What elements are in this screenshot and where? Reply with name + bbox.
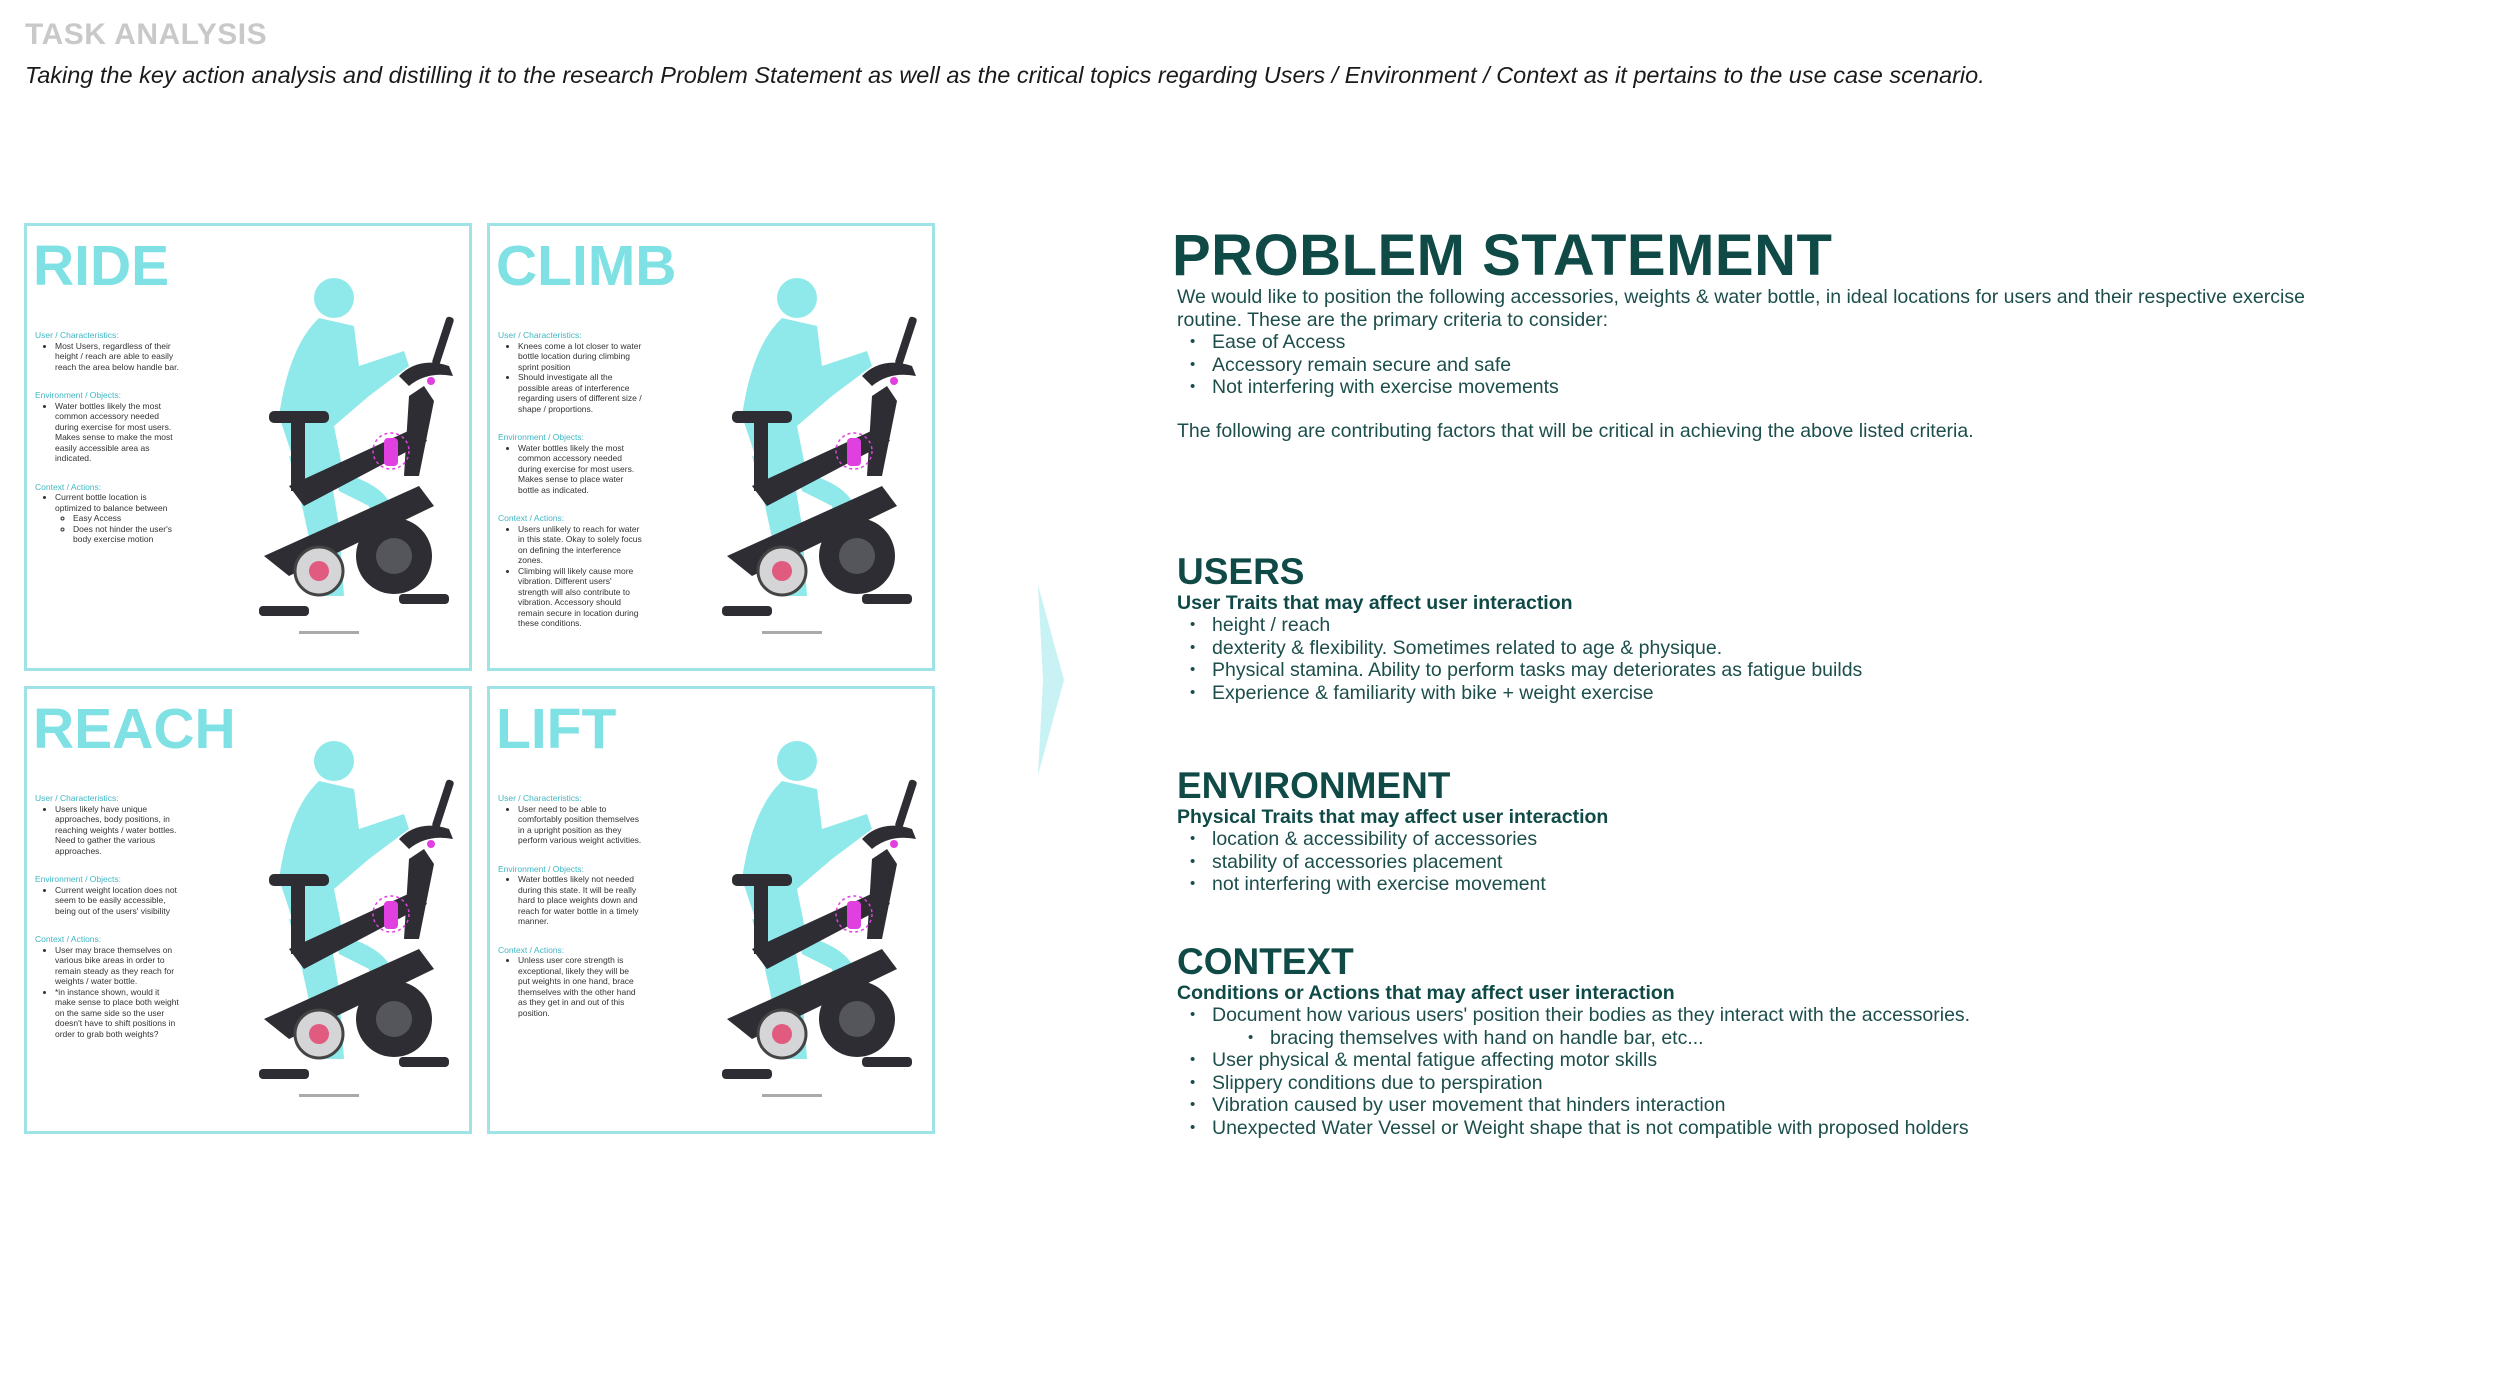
page-subtitle: Taking the key action analysis and distilling it to the research Problem Statement as well as the critical topics regarding Users / Environment / Context as it pertains to the use case scenario. — [25, 62, 1985, 88]
list-item: • Water bottles likely the most common accessory needed during exercise for most users. Makes sense to make the most easily accessible area as indicated. — [55, 401, 180, 464]
list-item: • dexterity & flexibility. Sometimes related to age & physique. — [1212, 637, 1862, 660]
env-heading: Environment / Objects: — [498, 863, 584, 874]
env-heading: Environment / Objects: — [35, 874, 121, 884]
criteria-list — [1177, 331, 2327, 399]
list-item: • Physical stamina. Ability to perform tasks may deteriorates as fatigue builds — [1212, 659, 1862, 682]
env-heading: Environment / Objects: — [498, 432, 584, 442]
list-item: • Should investigate all the possible areas of interference regarding users of different size / shape / proportions. — [518, 372, 643, 414]
list-item: • Current weight location does not seem to be easily accessible, being out of the users' visibility — [55, 885, 180, 917]
panel-title: RIDE — [33, 234, 170, 298]
list-item: • User need to be able to comfortably position themselves in a upright position as they perform various weight activities. — [518, 804, 643, 846]
list-item: • Unexpected Water Vessel or Weight shape that is not compatible with proposed holders — [1212, 1117, 1970, 1140]
user-heading: User / Characteristics: — [498, 793, 582, 803]
panel-climb — [487, 223, 935, 671]
environment-title: ENVIRONMENT — [1177, 765, 1451, 806]
list-item: • Ease of Access — [1212, 331, 2327, 354]
ctx-heading: Context / Actions: — [35, 481, 102, 492]
context-subtitle: Conditions or Actions that may affect user interaction — [1177, 982, 1675, 1004]
list-item: • Knees come a lot closer to water bottle location during climbing sprint position — [518, 341, 643, 373]
list-item: • Vibration caused by user movement that hinders interaction — [1212, 1094, 1970, 1117]
list-item: • Slippery conditions due to perspiration — [1212, 1072, 1970, 1095]
list-item: ◦ Easy Access — [73, 513, 180, 524]
list-item: • location & accessibility of accessories — [1212, 828, 1608, 851]
problem-body — [1177, 286, 2327, 399]
panel-reach — [24, 686, 472, 1134]
problem-contrib: The following are contributing factors that will be critical in achieving the above listed criteria. — [1177, 420, 1974, 442]
context-section — [1177, 942, 1970, 1139]
list-item: • Most Users, regardless of their height / reach are able to easily reach the area below handle bar. — [55, 341, 180, 373]
users-subtitle: User Traits that may affect user interaction — [1177, 592, 1573, 614]
list-item: • not interfering with exercise movement — [1212, 873, 1608, 896]
list-item: • Not interfering with exercise movements — [1212, 376, 2327, 399]
context-list — [1177, 1004, 1970, 1139]
list-item: ◦ Does not hinder the user's body exercise motion — [73, 524, 180, 545]
list-item: • height / reach — [1212, 614, 1862, 637]
env-heading: Environment / Objects: — [35, 390, 121, 400]
list-item: • Document how various users' position their bodies as they interact with the accessories. — [1212, 1004, 1970, 1027]
panel-notes — [498, 326, 643, 647]
page-title: TASK ANALYSIS — [25, 18, 268, 51]
list-item: • Water bottles likely not needed during this state. It will be really hard to place weights down and reach for water bottle in a timely manner. — [518, 874, 643, 927]
list-item: • User physical & mental fatigue affecting motor skills — [1212, 1049, 1970, 1072]
user-heading: User / Characteristics: — [35, 793, 119, 803]
user-heading: User / Characteristics: — [35, 330, 119, 340]
ctx-heading: Context / Actions: — [35, 934, 102, 944]
list-item: • Users likely have unique approaches, body positions, in reaching weights / water bottles. Need to gather the various approaches. — [55, 804, 180, 857]
chevron-right-icon — [1038, 585, 1064, 775]
list-item: • Unless user core strength is exceptional, likely they will be put weights in one hand, brace themselves with the other hand as they get in and out of this position. — [518, 955, 643, 1018]
list-item: • Experience & familiarity with bike + weight exercise — [1212, 682, 1862, 705]
bike-illustration — [632, 226, 932, 671]
ctx-heading: Context / Actions: — [498, 944, 565, 955]
problem-title: PROBLEM STATEMENT — [1172, 223, 1833, 288]
environment-section — [1177, 766, 1608, 896]
users-title: USERS — [1177, 551, 1305, 592]
bike-illustration — [632, 689, 932, 1134]
environment-list — [1177, 828, 1608, 896]
panel-lift — [487, 686, 935, 1134]
panel-notes — [35, 789, 180, 1057]
list-item: • Water bottles likely the most common accessory needed during exercise for most users. Makes sense to place water bottle as indicated. — [518, 443, 643, 496]
problem-intro: We would like to position the following accessories, weights & water bottle, in ideal locations for users and their respective exercise routine. These are the primary criteria to consider: — [1177, 286, 2305, 331]
environment-subtitle: Physical Traits that may affect user interaction — [1177, 806, 1609, 828]
list-item: • Users unlikely to reach for water in this state. Okay to solely focus on defining the interference zones. — [518, 524, 643, 566]
list-sub-item: • bracing themselves with hand on handle bar, etc... — [1270, 1027, 1970, 1050]
bike-illustration — [169, 226, 469, 671]
panel-notes — [35, 326, 180, 563]
list-item: • stability of accessories placement — [1212, 851, 1608, 874]
panel-title: LIFT — [496, 697, 617, 761]
list-item: • Accessory remain secure and safe — [1212, 354, 2327, 377]
users-section — [1177, 552, 1862, 704]
list-item: • *in instance shown, would it make sense to place both weight on the same side so the user doesn't have to shift positions in order to grab both weights? — [55, 987, 180, 1040]
panel-notes — [498, 789, 643, 1036]
list-item: • Current bottle location is optimized to balance between — [55, 492, 180, 513]
panel-title: CLIMB — [496, 234, 677, 298]
user-heading: User / Characteristics: — [498, 330, 582, 340]
list-item: • Climbing will likely cause more vibration. Different users' strength will also contribute to vibration. Accessory should remain secure in location during these conditions. — [518, 566, 643, 629]
panel-ride — [24, 223, 472, 671]
panel-title: REACH — [33, 697, 236, 761]
context-title: CONTEXT — [1177, 941, 1354, 982]
list-item: • User may brace themselves on various bike areas in order to remain steady as they reach for weights / water bottle. — [55, 945, 180, 987]
users-list — [1177, 614, 1862, 704]
ctx-heading: Context / Actions: — [498, 513, 565, 523]
